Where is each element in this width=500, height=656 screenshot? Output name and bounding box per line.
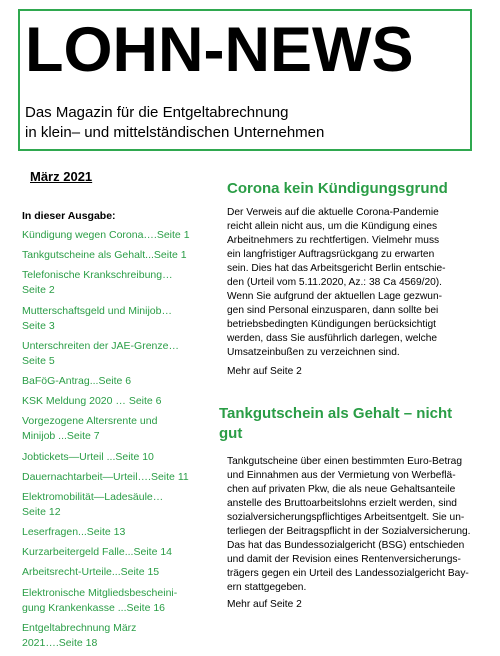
toc-item[interactable]: Elektronische Mitgliedsbescheini- gung Krankenkasse ...Seite 16 <box>22 586 178 614</box>
article-paragraph: Tankgutscheine über einen bestimmten Euro-Betrag und Einnahmen aus der Vermietung von Werbeflä- chen auf privaten Pkw, die als neue Gehaltsanteile anstelle des Bruttoarbeitslohns erzielt werden, sind sozialversicherungspflichtiges Arbeitsentgelt. Sie un- terliegen der Beitragspflicht in der Sozialversicherung. Das hat das Bundessozialgericht (BSG) entschieden und damit der Revision eines Rentenversicherungs- trägers gegen ein Urteil des Landessozialgericht Bay- ern stattgegeben. <box>227 456 471 593</box>
toc-item[interactable]: BaFöG-Antrag...Seite 6 <box>22 374 132 387</box>
subtitle-line: Das Magazin für die Entgeltabrechnung <box>25 104 289 121</box>
toc-item[interactable]: KSK Meldung 2020 … Seite 6 <box>22 395 162 408</box>
newsletter-title: LOHN-NEWS <box>25 15 414 85</box>
toc-item[interactable]: Entgeltabrechnung März 2021….Seite 18 <box>22 621 137 649</box>
toc-item[interactable]: Leserfragen...Seite 13 <box>22 526 126 539</box>
toc-item[interactable]: Kurzarbeitergeld Falle...Seite 14 <box>22 546 172 559</box>
subtitle-line: in klein– und mittelständischen Unternehmen <box>25 124 325 141</box>
article-headline: Corona kein Kündigungsgrund <box>227 180 448 197</box>
read-more-link[interactable]: Mehr auf Seite 2 <box>227 366 302 377</box>
toc-item[interactable]: Jobtickets—Urteil ...Seite 10 <box>22 450 154 463</box>
toc-item[interactable]: Vorgezogene Altersrente und Minijob ...Seite 7 <box>22 415 158 443</box>
read-more-link[interactable]: Mehr auf Seite 2 <box>227 599 302 610</box>
toc-item[interactable]: Dauernachtarbeit—Urteil….Seite 11 <box>22 470 189 483</box>
toc-item[interactable]: Mutterschaftsgeld und Minijob… Seite 3 <box>22 304 172 332</box>
newsletter-subtitle <box>25 103 324 143</box>
table-of-contents <box>22 228 208 656</box>
toc-item[interactable]: Elektromobilität—Ladesäule… Seite 12 <box>22 490 164 518</box>
toc-heading: In dieser Ausgabe: <box>22 210 116 222</box>
toc-item[interactable]: Tankgutscheine als Gehalt...Seite 1 <box>22 249 187 262</box>
toc-item[interactable]: Telefonische Krankschreibung… Seite 2 <box>22 269 173 297</box>
toc-item[interactable]: Kündigung wegen Corona….Seite 1 <box>22 229 190 241</box>
article-headline: Tankgutschein als Gehalt – nicht gut <box>219 405 453 442</box>
article-paragraph: Der Verweis auf die aktuelle Corona-Pandemie reicht allein nicht aus, um die Kündigung eines Arbeitnehmers zu rechtfertigen. Vielmehr muss ein langfristiger Auftragsrückgang zu erwarten sein. Dies hat das Arbeitsgericht Berlin entschie- den (Urteil vom 5.11.2020, Az.: 38 Ca 4569/20). <box>227 207 446 288</box>
article-paragraph: Wenn Sie aufgrund der aktuellen Lage gezwun- gen sind Personal einzusparen, dann sollte bei betriebsbedingten Kündigungen berücksichtigt werden, dass Sie ausführlich darlegen, welche Umsatzeinbußen zu verzeichnen sind. <box>227 291 443 358</box>
masthead <box>18 9 472 151</box>
issue-date: März 2021 <box>30 169 93 184</box>
toc-item[interactable]: Unterschreiten der JAE-Grenze… Seite 5 <box>22 339 179 367</box>
toc-item[interactable]: Arbeitsrecht-Urteile...Seite 15 <box>22 566 160 579</box>
